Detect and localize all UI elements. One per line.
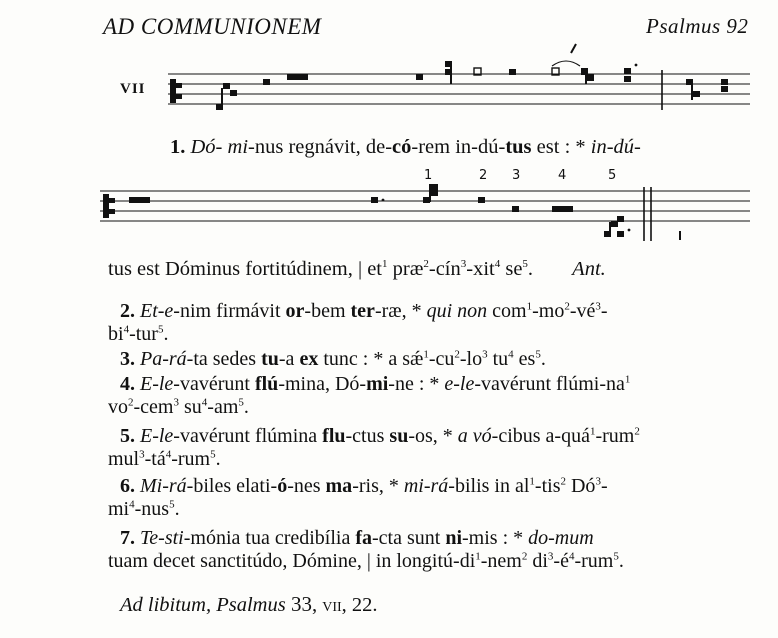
syllable: mi- [227,136,255,158]
sup-5: 5 [522,258,528,271]
verse-text: mi [366,373,389,395]
verse-text: . [215,448,221,470]
staff-1-clef [170,79,182,103]
syllable: nus regnávit, de- [254,136,393,158]
superscript-number: 2 [128,396,134,409]
verse-text: . [163,323,169,345]
verse-line [108,550,768,573]
marker-2: 2 [479,168,488,183]
verse-line [108,527,768,550]
verse-text: ter [350,300,375,322]
verse-text: -nus [134,498,170,520]
verse-text: -lo [459,348,483,370]
superscript-number: 2 [521,550,528,563]
verse-text: -os, * [408,425,458,447]
verse-line [108,498,768,521]
verse-text: Mi-rá- [140,475,194,497]
verse-line [108,425,768,448]
superscript-number: 4 [201,396,208,409]
superscript-number: 3 [139,448,145,461]
verse-text: -mis : * [462,527,529,549]
verse-text: Et-e- [140,300,180,322]
verse-text: do-mum [528,527,594,549]
verse-7 [108,527,768,573]
verse-number: 5. [120,425,135,447]
verse-text: mi [108,498,130,520]
verse-number: 2. [120,300,135,322]
verse-line [108,475,768,498]
verse-line [108,373,768,396]
verse-text: -rum [574,550,614,572]
verse-5 [108,425,768,471]
syllable: Dó- [190,136,223,158]
verse-text: E-le- [140,425,180,447]
superscript-number: 5 [613,550,619,563]
lyric-text: -cín [428,258,461,280]
verse-text: -vé [569,300,596,322]
verse-text: -é [553,550,569,572]
verse-text: -cu [428,348,455,370]
superscript-number: 1 [529,475,535,488]
verse-text: tunc : * a sǽ [318,348,424,370]
verse-number: 4. [120,373,135,395]
verse-text: -bem [304,300,351,322]
marker-5: 5 [608,168,617,183]
verse-text: flú [254,373,279,395]
footer-text: Ad libitum, Psalmus [120,594,286,616]
verse-text: Pa-rá- [140,348,194,370]
verse-text: -am [207,396,239,418]
verse-line [108,448,768,471]
verse-text: . [540,348,546,370]
verse-text: -tur [129,323,158,345]
verse-text: e-le- [444,373,482,395]
verse-text: vavérunt [179,373,255,395]
superscript-number: 2 [634,425,640,438]
superscript-number: 5 [535,348,541,361]
verse-text: su [178,396,202,418]
verse-3 [108,348,768,371]
verse-text: -rum [595,425,635,447]
verse-text: E-le- [140,373,180,395]
verse-text: -tis [534,475,561,497]
verse-4 [108,373,768,419]
verse-text: Dó [565,475,596,497]
verse-text: cibus a-quá [498,425,590,447]
superscript-number: 4 [129,498,135,511]
superscript-number: 3 [547,550,554,563]
verse-text: vavérunt flúmina [179,425,323,447]
superscript-number: 2 [560,475,566,488]
verse-text: qui non [426,300,488,322]
verse-text: -nem [480,550,522,572]
verse-2 [108,300,768,346]
verse-text: ni [445,527,463,549]
verse-text: - [600,300,608,322]
superscript-number: 1 [589,425,596,438]
verse-text: -ne : * [388,373,445,395]
verse-text: nim firmávit [179,300,286,322]
verse-text: -ris, * [352,475,404,497]
verse-text: ta sedes [193,348,262,370]
staff-2 [100,187,750,241]
verse-text: -a [278,348,300,370]
verse-text: -tá [144,448,166,470]
staff-1-neumes [216,44,728,110]
mode-label: VII [120,81,146,97]
verse-text: com [487,300,527,322]
superscript-number: 2 [454,348,460,361]
marker-1: 1 [424,168,433,183]
syllable: in-dú- [590,136,641,158]
verse-text: es [513,348,536,370]
verse-text: di [527,550,548,572]
verse-text: -ræ, * [374,300,427,322]
page-title: AD COMMUNIONEM [103,14,322,39]
verse-text: su [389,425,409,447]
lyric-text: -xit [466,258,495,280]
superscript-number: 4 [568,550,575,563]
verse-text: tu [261,348,279,370]
verse-number: 7. [120,527,135,549]
sup-3: 3 [460,258,467,271]
superscript-number: 3 [595,300,601,313]
verse-text: ma [325,475,353,497]
sup-4: 4 [494,258,501,271]
verse-line [108,300,768,323]
lyric-text: tus est Dóminus fortitúdinem, | et [108,258,382,280]
superscript-number: 1 [526,300,533,313]
verse-line [108,348,768,371]
sup-2: 2 [423,258,429,271]
verse-text: or [285,300,305,322]
lyric-text: . [527,258,534,280]
superscript-number: 4 [123,323,130,336]
verse-text: ó [277,475,288,497]
footer-ref-num: 33 [285,592,312,616]
antiphon-marker: Ant. [572,258,606,280]
verse-text: bi [108,323,124,345]
staff-2-clef [103,194,115,218]
verse-text: vo [108,396,128,418]
syllable: tus [505,136,532,158]
verse-number: 6. [120,475,135,497]
superscript-number: 5 [157,323,164,336]
verse-text: -ctus [345,425,390,447]
verse-text: biles elati- [193,475,278,497]
sup-1: 1 [382,258,388,271]
verse-number: 1. [170,136,186,158]
verse-line [108,323,768,346]
psalm-reference: Psalmus 92 [646,14,749,38]
superscript-number: 3 [482,348,488,361]
marker-3: 3 [512,168,521,183]
verse-text: mónia tua credibília [190,527,356,549]
superscript-number: 1 [423,348,429,361]
superscript-number: 5 [169,498,175,511]
verse-text: fa [355,527,373,549]
superscript-number: 5 [238,396,244,409]
verse-text: -mina, Dó- [278,373,367,395]
verse-text: -cta sunt [372,527,446,549]
verse-text: . [618,550,624,572]
superscript-number: 3 [173,396,179,409]
verse-text: -cem [133,396,174,418]
verse-number: 3. [120,348,135,370]
verse-text: tu [487,348,509,370]
footer-note [120,592,378,617]
verse-text: . [243,396,249,418]
superscript-number: 1 [475,550,481,563]
verse-text: - [600,475,608,497]
marker-4: 4 [558,168,567,183]
verse-text: -nes [287,475,326,497]
verse-text: a vó- [457,425,499,447]
verse-text: mul [108,448,140,470]
verse-text: tuam decet sanctitúdo, Dómine, | in longitú-di [108,550,476,572]
superscript-number: 4 [165,448,172,461]
verse-text: vavérunt flúmi-na [481,373,625,395]
superscript-number: 1 [624,373,631,386]
staff-1 [168,70,750,110]
superscript-number: 5 [210,448,216,461]
syllable: có [392,136,412,158]
verse-text: -rum [171,448,211,470]
syllable: est : * [536,136,591,158]
lyric-text: se [500,258,523,280]
verse-text: Te-sti- [140,527,191,549]
verse-text: mi-rá- [403,475,455,497]
superscript-number: 3 [595,475,601,488]
lyric-line-2 [108,258,606,281]
footer-ref-rest: , vii, 22. [311,594,378,616]
verse-text: flu [322,425,346,447]
verse-line [108,396,768,419]
lyric-line-1 [170,136,641,159]
superscript-number: 4 [508,348,514,361]
superscript-number: 2 [564,300,570,313]
verse-text: -mo [532,300,565,322]
verse-6 [108,475,768,521]
verse-text: ex [299,348,319,370]
lyric-text: præ [387,258,424,280]
verse-text: . [174,498,180,520]
verse-text: bilis in al [454,475,530,497]
syllable: -rem in-dú- [411,136,506,158]
